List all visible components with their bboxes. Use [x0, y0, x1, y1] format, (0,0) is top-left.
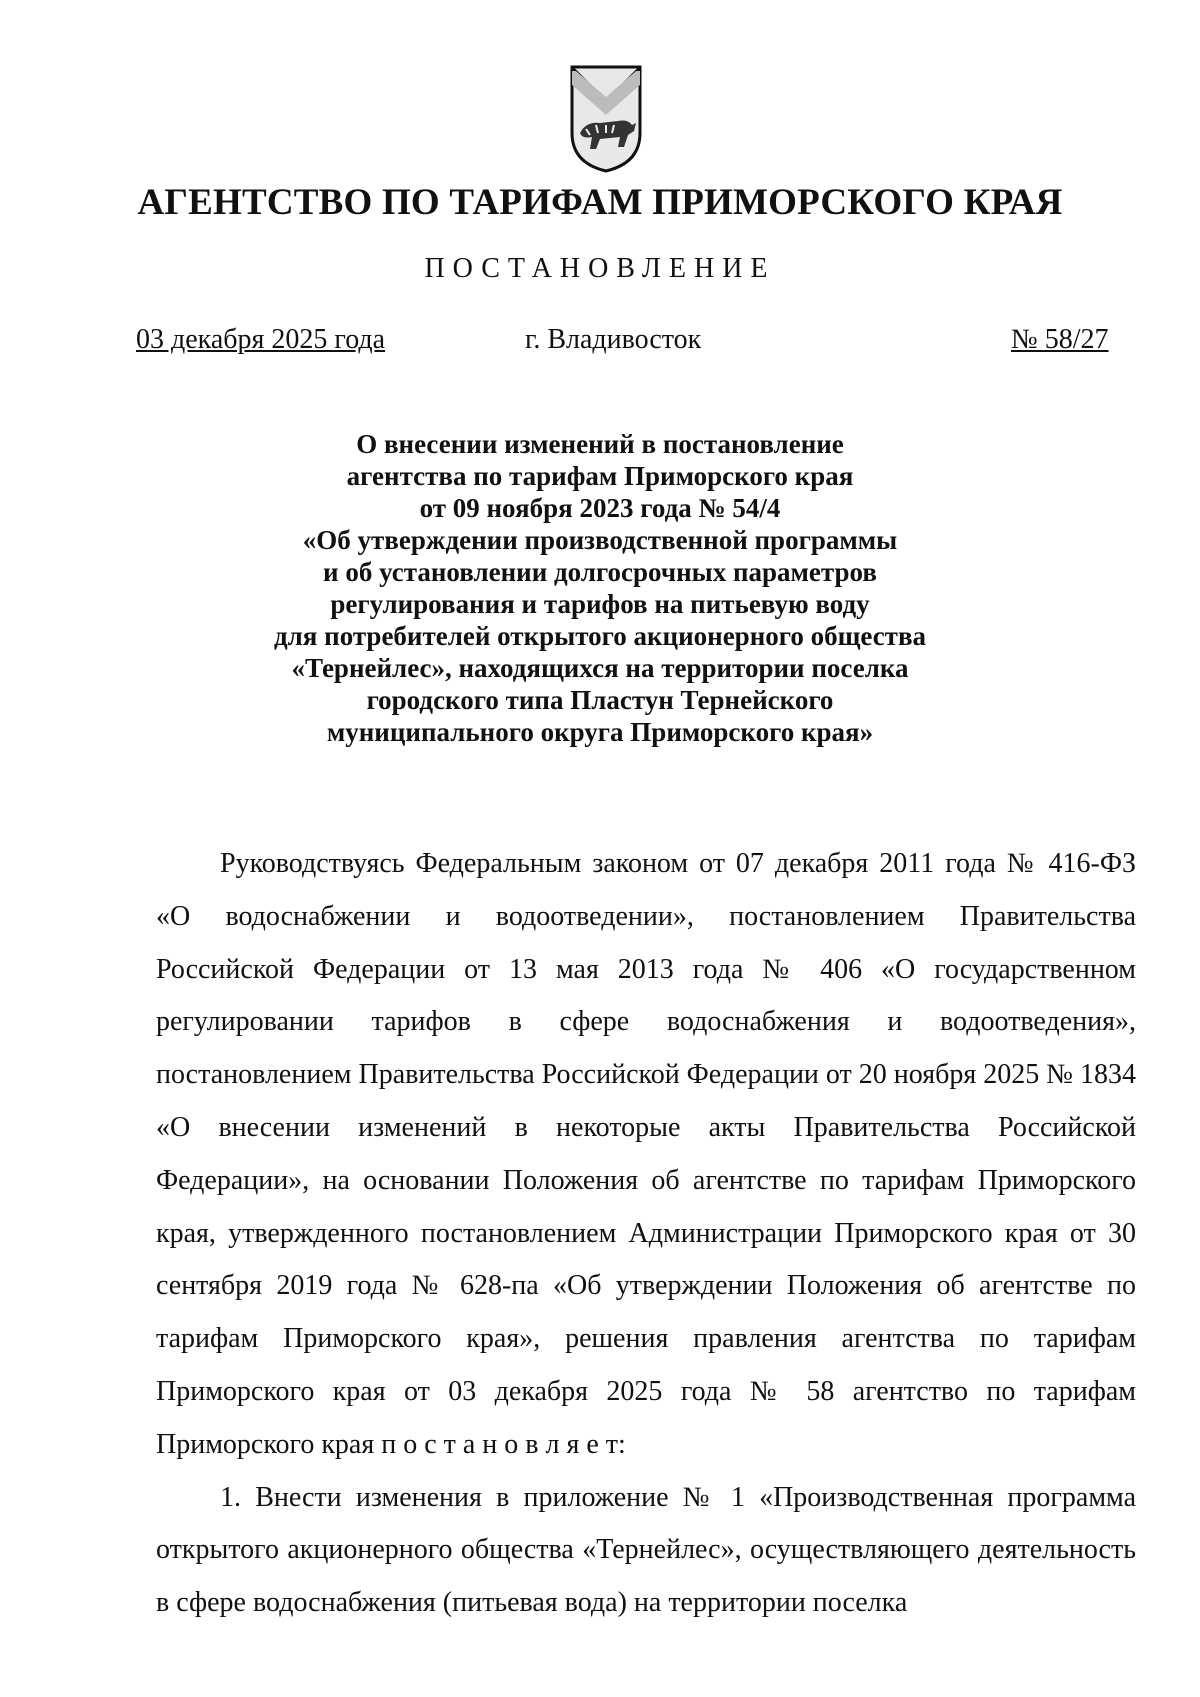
document-date: 03 декабря 2025 года — [136, 324, 386, 355]
title-line: муниципального округа Приморского края» — [326, 717, 874, 747]
document-type: ПОСТАНОВЛЕНИЕ — [424, 253, 776, 284]
document-body — [156, 838, 1136, 1630]
title-line: регулирования и тарифов на питьевую воду — [330, 589, 870, 619]
preamble-paragraph: Руководствуясь Федеральным законом от 07 декабря 2011 года № 416-ФЗ «О водоснабжении и водоотведении», постановлением Правительства Российской Федерации от 13 мая 2013 года № 406 «О государственном регулировании тарифов в сфере водоснабжения и водоотведения», постановлением Правительства Российской Федерации от 20 ноября 2025 № 1834 «О внесении изменений в некоторые акты Правительства Российской Федерации», на основании Положения об агентстве по тарифам Приморского края, утвержденного постановлением Администрации Приморского края от 30 сентября 2019 года № 628-па «Об утверждении Положения об агентстве по тарифам Приморского края», решения правления агентства по тарифам Приморского края от 03 декабря 2025 года № 58 агентство по тарифам Приморского края п о с т а н о в л я е т: — [156, 848, 1136, 1460]
coat-of-arms-icon — [566, 63, 646, 175]
title-line: агентства по тарифам Приморского края — [346, 461, 854, 491]
document-title — [230, 428, 970, 748]
title-line: для потребителей открытого акционерного общества — [273, 621, 927, 651]
item-1-paragraph: 1. Внести изменения в приложение № 1 «Производственная программа открытого акционерного общества «Тернейлес», осуществляющего деятельность в сфере водоснабжения (питьевая вода) на территории поселка — [156, 1481, 1136, 1619]
agency-name: АГЕНТСТВО ПО ТАРИФАМ ПРИМОРСКОГО КРАЯ — [137, 182, 1063, 223]
document-city: г. Владивосток — [525, 324, 702, 355]
title-line: «Об утверждении производственной программы — [302, 525, 898, 555]
title-line: О внесении изменений в постановление — [356, 429, 844, 459]
title-line: городского типа Пластун Тернейского — [366, 685, 834, 715]
title-line: «Тернейлес», находящихся на территории поселка — [291, 653, 909, 683]
title-line: от 09 ноября 2023 года № 54/4 — [419, 493, 781, 523]
title-line: и об установлении долгосрочных параметров — [323, 557, 877, 587]
document-number: № 58/27 — [1011, 324, 1109, 355]
